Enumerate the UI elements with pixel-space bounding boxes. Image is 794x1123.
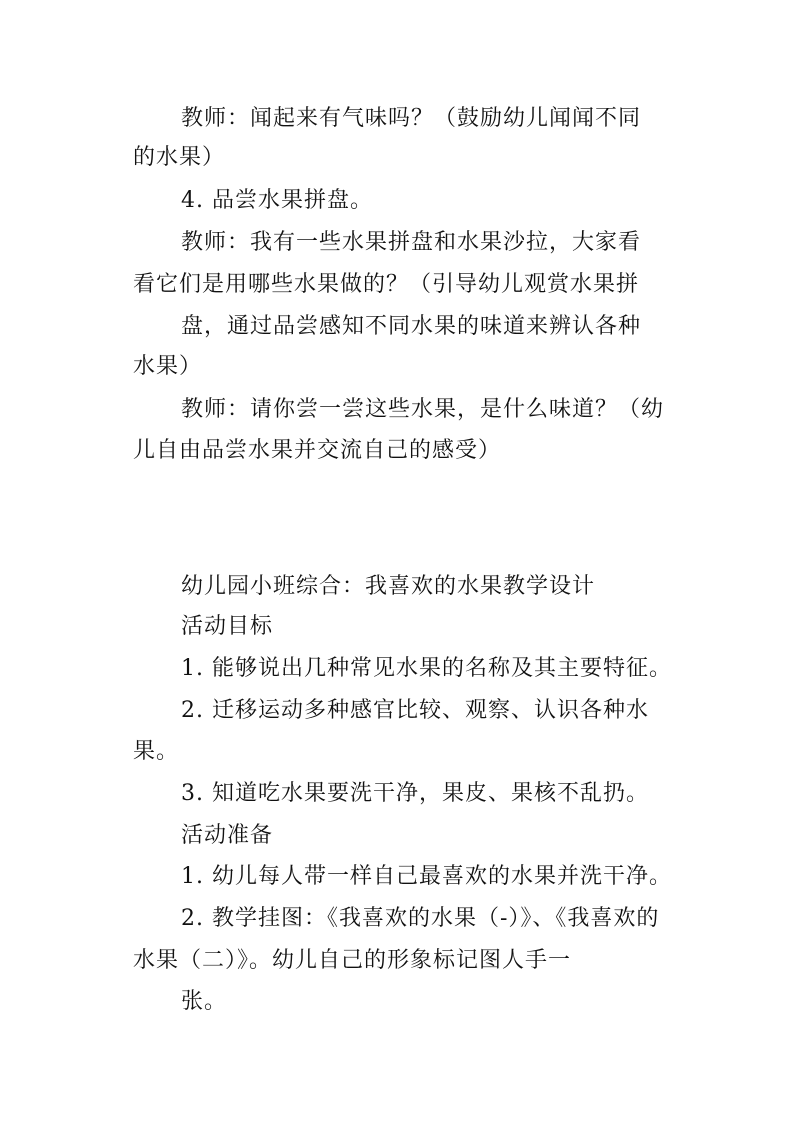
- paragraph-line: 4. 品尝水果拼盘。: [181, 188, 373, 213]
- prep-item: 2. 教学挂图：《我喜欢的水果（-）》、《我喜欢的: [181, 906, 660, 931]
- goal-item: 3. 知道吃水果要洗干净，果皮、果核不乱扔。: [181, 781, 649, 806]
- paragraph-line: 的水果）: [133, 145, 226, 170]
- paragraph-line: 教师：闻起来有气味吗？（鼓励幼儿闻闻不同: [181, 106, 642, 131]
- goal-item: 1. 能够说出几种常见水果的名称及其主要特征。: [181, 656, 672, 681]
- paragraph-line: 盘，通过品尝感知不同水果的味道来辨认各种: [181, 314, 642, 339]
- prep-heading: 活动准备: [181, 823, 274, 848]
- section-title: 幼儿园小班综合：我喜欢的水果教学设计: [181, 574, 596, 599]
- prep-item-continuation: 水果（二）》。幼儿自己的形象标记图人手一: [133, 948, 572, 973]
- paragraph-line: 儿自由品尝水果并交流自己的感受）: [133, 438, 502, 463]
- paragraph-line: 教师：我有一些水果拼盘和水果沙拉，大家看: [181, 230, 642, 255]
- paragraph-line: 看它们是用哪些水果做的？（引导幼儿观赏水果拼: [133, 272, 640, 297]
- prep-item: 1. 幼儿每人带一样自己最喜欢的水果并洗干净。: [181, 864, 672, 889]
- paragraph-line: 水果）: [133, 354, 203, 379]
- goals-heading: 活动目标: [181, 614, 274, 639]
- prep-item-continuation: 张。: [181, 989, 228, 1014]
- goal-item: 2. 迁移运动多种感官比较、观察、认识各种水: [181, 698, 649, 723]
- goal-item-continuation: 果。: [133, 739, 180, 764]
- paragraph-line: 教师：请你尝一尝这些水果，是什么味道？（幼: [181, 397, 665, 422]
